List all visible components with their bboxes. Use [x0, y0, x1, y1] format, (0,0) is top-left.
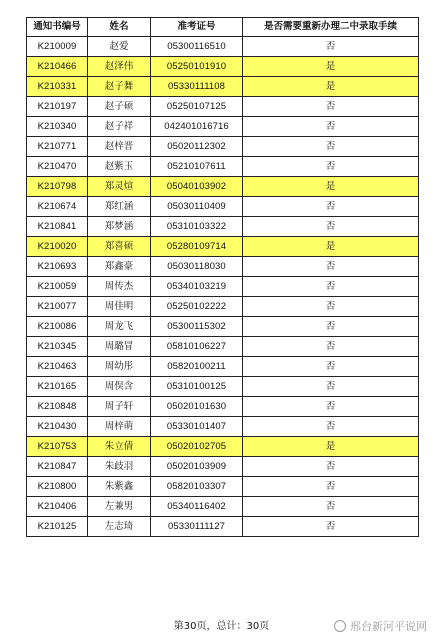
cell-reprocess-status: 否	[243, 317, 419, 337]
table-row	[27, 297, 419, 317]
cell-name: 赵爱	[88, 37, 151, 57]
cell-exam-number: 05250101910	[151, 57, 243, 77]
table-row	[27, 477, 419, 497]
cell-reprocess-status: 否	[243, 517, 419, 537]
cell-reprocess-status: 否	[243, 197, 419, 217]
cell-name: 周佳明	[88, 297, 151, 317]
cell-notice-number: K210674	[27, 197, 88, 217]
cell-notice-number: K210086	[27, 317, 88, 337]
cell-reprocess-status: 否	[243, 117, 419, 137]
table-row	[27, 217, 419, 237]
cell-reprocess-status: 否	[243, 297, 419, 317]
table-row	[27, 237, 419, 257]
cell-reprocess-status: 否	[243, 397, 419, 417]
table-row	[27, 197, 419, 217]
cell-exam-number: 042401016716	[151, 117, 243, 137]
cell-exam-number: 05820100211	[151, 357, 243, 377]
header-exam-number: 准考证号	[151, 18, 243, 37]
table-row	[27, 137, 419, 157]
cell-notice-number: K210753	[27, 437, 88, 457]
cell-notice-number: K210077	[27, 297, 88, 317]
page-footer: 第30页，总计：30页	[173, 621, 270, 632]
cell-reprocess-status: 否	[243, 217, 419, 237]
cell-name: 郑红涵	[88, 197, 151, 217]
table-row	[27, 457, 419, 477]
cell-notice-number: K210197	[27, 97, 88, 117]
cell-notice-number: K210009	[27, 37, 88, 57]
table-row	[27, 97, 419, 117]
cell-exam-number: 05330111127	[151, 517, 243, 537]
cell-exam-number: 05030118030	[151, 257, 243, 277]
cell-reprocess-status: 否	[243, 137, 419, 157]
cell-exam-number: 05020103909	[151, 457, 243, 477]
cell-name: 周璐冒	[88, 337, 151, 357]
cell-notice-number: K210847	[27, 457, 88, 477]
cell-name: 周传杰	[88, 277, 151, 297]
cell-exam-number: 05300116510	[151, 37, 243, 57]
cell-reprocess-status: 否	[243, 97, 419, 117]
cell-reprocess-status: 是	[243, 177, 419, 197]
cell-reprocess-status: 是	[243, 57, 419, 77]
header-notice-number: 通知书编号	[27, 18, 88, 37]
table-row	[27, 417, 419, 437]
cell-name: 赵泽伟	[88, 57, 151, 77]
cell-name: 赵子舞	[88, 77, 151, 97]
cell-name: 朱紫鑫	[88, 477, 151, 497]
cell-name: 周子轩	[88, 397, 151, 417]
cell-exam-number: 05250107125	[151, 97, 243, 117]
cell-name: 赵子祥	[88, 117, 151, 137]
watermark-text: 邢台新河平说网	[350, 620, 427, 633]
table-row	[27, 377, 419, 397]
cell-reprocess-status: 否	[243, 417, 419, 437]
cell-exam-number: 05310100125	[151, 377, 243, 397]
cell-exam-number: 05250102222	[151, 297, 243, 317]
cell-name: 郑灵煊	[88, 177, 151, 197]
cell-name: 朱歧羽	[88, 457, 151, 477]
watermark-logo-icon	[334, 620, 346, 632]
cell-exam-number: 05020112302	[151, 137, 243, 157]
cell-notice-number: K210345	[27, 337, 88, 357]
table-row	[27, 397, 419, 417]
cell-reprocess-status: 否	[243, 477, 419, 497]
watermark	[334, 618, 427, 634]
cell-reprocess-status: 是	[243, 77, 419, 97]
cell-reprocess-status: 否	[243, 377, 419, 397]
cell-name: 周龙飞	[88, 317, 151, 337]
cell-notice-number: K210470	[27, 157, 88, 177]
cell-name: 郑喜硕	[88, 237, 151, 257]
table-row	[27, 357, 419, 377]
cell-notice-number: K210406	[27, 497, 88, 517]
cell-notice-number: K210800	[27, 477, 88, 497]
cell-name: 郑梦涵	[88, 217, 151, 237]
cell-name: 赵梓晋	[88, 137, 151, 157]
cell-reprocess-status: 否	[243, 37, 419, 57]
cell-notice-number: K210798	[27, 177, 88, 197]
cell-exam-number: 05210107611	[151, 157, 243, 177]
admission-table	[26, 17, 419, 537]
cell-exam-number: 05310103322	[151, 217, 243, 237]
header-name: 姓名	[88, 18, 151, 37]
table-row	[27, 317, 419, 337]
cell-exam-number: 05330111108	[151, 77, 243, 97]
cell-exam-number: 05040103902	[151, 177, 243, 197]
cell-notice-number: K210841	[27, 217, 88, 237]
cell-notice-number: K210466	[27, 57, 88, 77]
table-row	[27, 257, 419, 277]
cell-exam-number: 05300115302	[151, 317, 243, 337]
cell-notice-number: K210848	[27, 397, 88, 417]
cell-exam-number: 05330101407	[151, 417, 243, 437]
cell-exam-number: 05030110409	[151, 197, 243, 217]
cell-reprocess-status: 是	[243, 437, 419, 457]
table-row	[27, 37, 419, 57]
table-header-row	[27, 18, 419, 37]
cell-exam-number: 05340103219	[151, 277, 243, 297]
cell-exam-number: 05820103307	[151, 477, 243, 497]
cell-notice-number: K210771	[27, 137, 88, 157]
table-row	[27, 57, 419, 77]
cell-notice-number: K210463	[27, 357, 88, 377]
cell-reprocess-status: 否	[243, 497, 419, 517]
cell-reprocess-status: 否	[243, 277, 419, 297]
cell-reprocess-status: 否	[243, 157, 419, 177]
cell-exam-number: 05020101630	[151, 397, 243, 417]
cell-notice-number: K210331	[27, 77, 88, 97]
cell-reprocess-status: 否	[243, 357, 419, 377]
cell-name: 赵子硕	[88, 97, 151, 117]
table-row	[27, 157, 419, 177]
cell-notice-number: K210165	[27, 377, 88, 397]
table-row	[27, 337, 419, 357]
cell-reprocess-status: 否	[243, 337, 419, 357]
cell-name: 周梓萌	[88, 417, 151, 437]
cell-notice-number: K210340	[27, 117, 88, 137]
cell-name: 左志琦	[88, 517, 151, 537]
cell-notice-number: K210693	[27, 257, 88, 277]
cell-name: 周俣含	[88, 377, 151, 397]
cell-exam-number: 05340116402	[151, 497, 243, 517]
cell-exam-number: 05280109714	[151, 237, 243, 257]
cell-name: 朱立倩	[88, 437, 151, 457]
cell-exam-number: 05020102705	[151, 437, 243, 457]
cell-reprocess-status: 是	[243, 237, 419, 257]
cell-notice-number: K210125	[27, 517, 88, 537]
cell-name: 赵紫玉	[88, 157, 151, 177]
table-row	[27, 437, 419, 457]
table-row	[27, 117, 419, 137]
table-row	[27, 177, 419, 197]
cell-exam-number: 05810106227	[151, 337, 243, 357]
cell-reprocess-status: 否	[243, 257, 419, 277]
cell-reprocess-status: 否	[243, 457, 419, 477]
cell-notice-number: K210430	[27, 417, 88, 437]
cell-name: 周幼彤	[88, 357, 151, 377]
table-row	[27, 77, 419, 97]
header-reprocess-status: 是否需要重新办理二中录取手续	[243, 18, 419, 37]
cell-name: 郑鑫豪	[88, 257, 151, 277]
cell-notice-number: K210020	[27, 237, 88, 257]
cell-notice-number: K210059	[27, 277, 88, 297]
table-row	[27, 517, 419, 537]
table-row	[27, 497, 419, 517]
table-body	[27, 37, 419, 537]
cell-name: 左兼男	[88, 497, 151, 517]
table-row	[27, 277, 419, 297]
